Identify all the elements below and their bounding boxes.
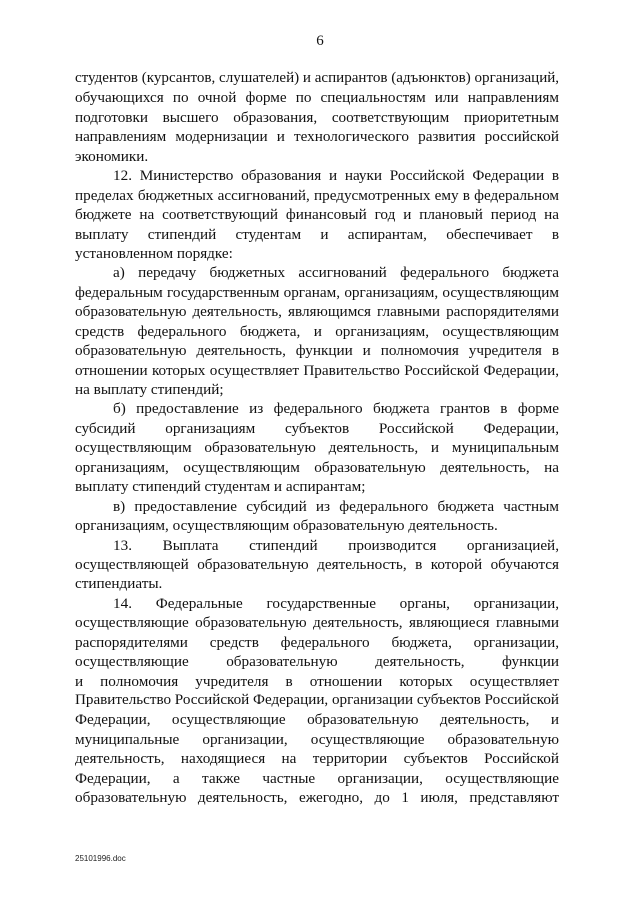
text-line: распорядителями средств федерального бюджета, организации, bbox=[75, 633, 559, 651]
text-line: осуществляющей образовательную деятельность, в которой обучаются bbox=[75, 555, 559, 573]
text-line: осуществляющие образовательную деятельность, являющиеся главными bbox=[75, 614, 559, 632]
text-line: Федерации, а также частные организации, осуществляющие bbox=[75, 769, 559, 787]
text-line: организациям, осуществляющим образовательную деятельность. bbox=[75, 517, 498, 535]
text-line: субсидий организациям субъектов Российской Федерации, bbox=[75, 419, 559, 437]
text-line: выплату стипендий студентам и аспирантам, обеспечивает в bbox=[75, 225, 559, 243]
text-line: образовательную деятельность, ежегодно, до 1 июля, представляют bbox=[75, 789, 559, 807]
text-line: направлениям модернизации и технологического развития российской bbox=[75, 128, 559, 146]
document-file-code: 25101996.doc bbox=[75, 854, 126, 863]
text-line: федеральным государственным органам, организациям, осуществляющим bbox=[75, 283, 559, 301]
text-line: установленном порядке: bbox=[75, 244, 233, 262]
text-line: 14. Федеральные государственные органы, организации, bbox=[113, 594, 559, 612]
text-line: осуществляющие образовательную деятельность, функции bbox=[75, 653, 559, 671]
text-line: стипендиаты. bbox=[75, 575, 163, 593]
document-body-text bbox=[75, 69, 559, 808]
text-line: образовательную деятельность, являющимся главными распорядителями bbox=[75, 303, 559, 321]
text-line: осуществляющим образовательную деятельность, и муниципальным bbox=[75, 439, 559, 457]
text-line: и полномочия учредителя в отношении которых осуществляет bbox=[75, 672, 559, 690]
text-line: Федерации, осуществляющие образовательную деятельность, и bbox=[75, 711, 559, 729]
text-line: б) предоставление из федерального бюджета грантов в форме bbox=[113, 400, 559, 418]
text-line: экономики. bbox=[75, 147, 149, 165]
text-line: 12. Министерство образования и науки Российской Федерации в bbox=[113, 167, 559, 185]
text-line: образовательную деятельность, функции и полномочия учредителя в bbox=[75, 342, 559, 360]
text-line: а) передачу бюджетных ассигнований федерального бюджета bbox=[113, 264, 559, 282]
text-line: в) предоставление субсидий из федерального бюджета частным bbox=[113, 497, 559, 515]
text-line: муниципальные организации, осуществляющие образовательную bbox=[75, 730, 559, 748]
text-line: обучающихся по очной форме по специальностям или направлениям bbox=[75, 89, 559, 107]
text-line: организациям, осуществляющим образовательную деятельность, на bbox=[75, 458, 559, 476]
text-line: подготовки высшего образования, соответствующим приоритетным bbox=[75, 108, 559, 126]
text-line: средств федерального бюджета, и организациям, осуществляющим bbox=[75, 322, 559, 340]
page-number: 6 bbox=[316, 33, 324, 49]
text-line: выплату стипендий студентам и аспирантам; bbox=[75, 478, 366, 496]
text-line: Правительство Российской Федерации, организации субъектов Российской bbox=[75, 692, 560, 708]
text-line: на выплату стипендий; bbox=[75, 381, 224, 398]
text-line: студентов (курсантов, слушателей) и аспирантов (адъюнктов) организаций, bbox=[75, 70, 560, 86]
text-line: отношении которых осуществляет Правительство Российской Федерации, bbox=[75, 361, 559, 379]
text-line: пределах бюджетных ассигнований, предусмотренных ему в федеральном bbox=[75, 186, 559, 204]
text-line: бюджете на соответствующий финансовый год и плановый период на bbox=[75, 206, 559, 224]
text-line: 13. Выплата стипендий производится организацией, bbox=[113, 536, 559, 554]
text-line: деятельность, находящиеся на территории субъектов Российской bbox=[75, 750, 559, 768]
